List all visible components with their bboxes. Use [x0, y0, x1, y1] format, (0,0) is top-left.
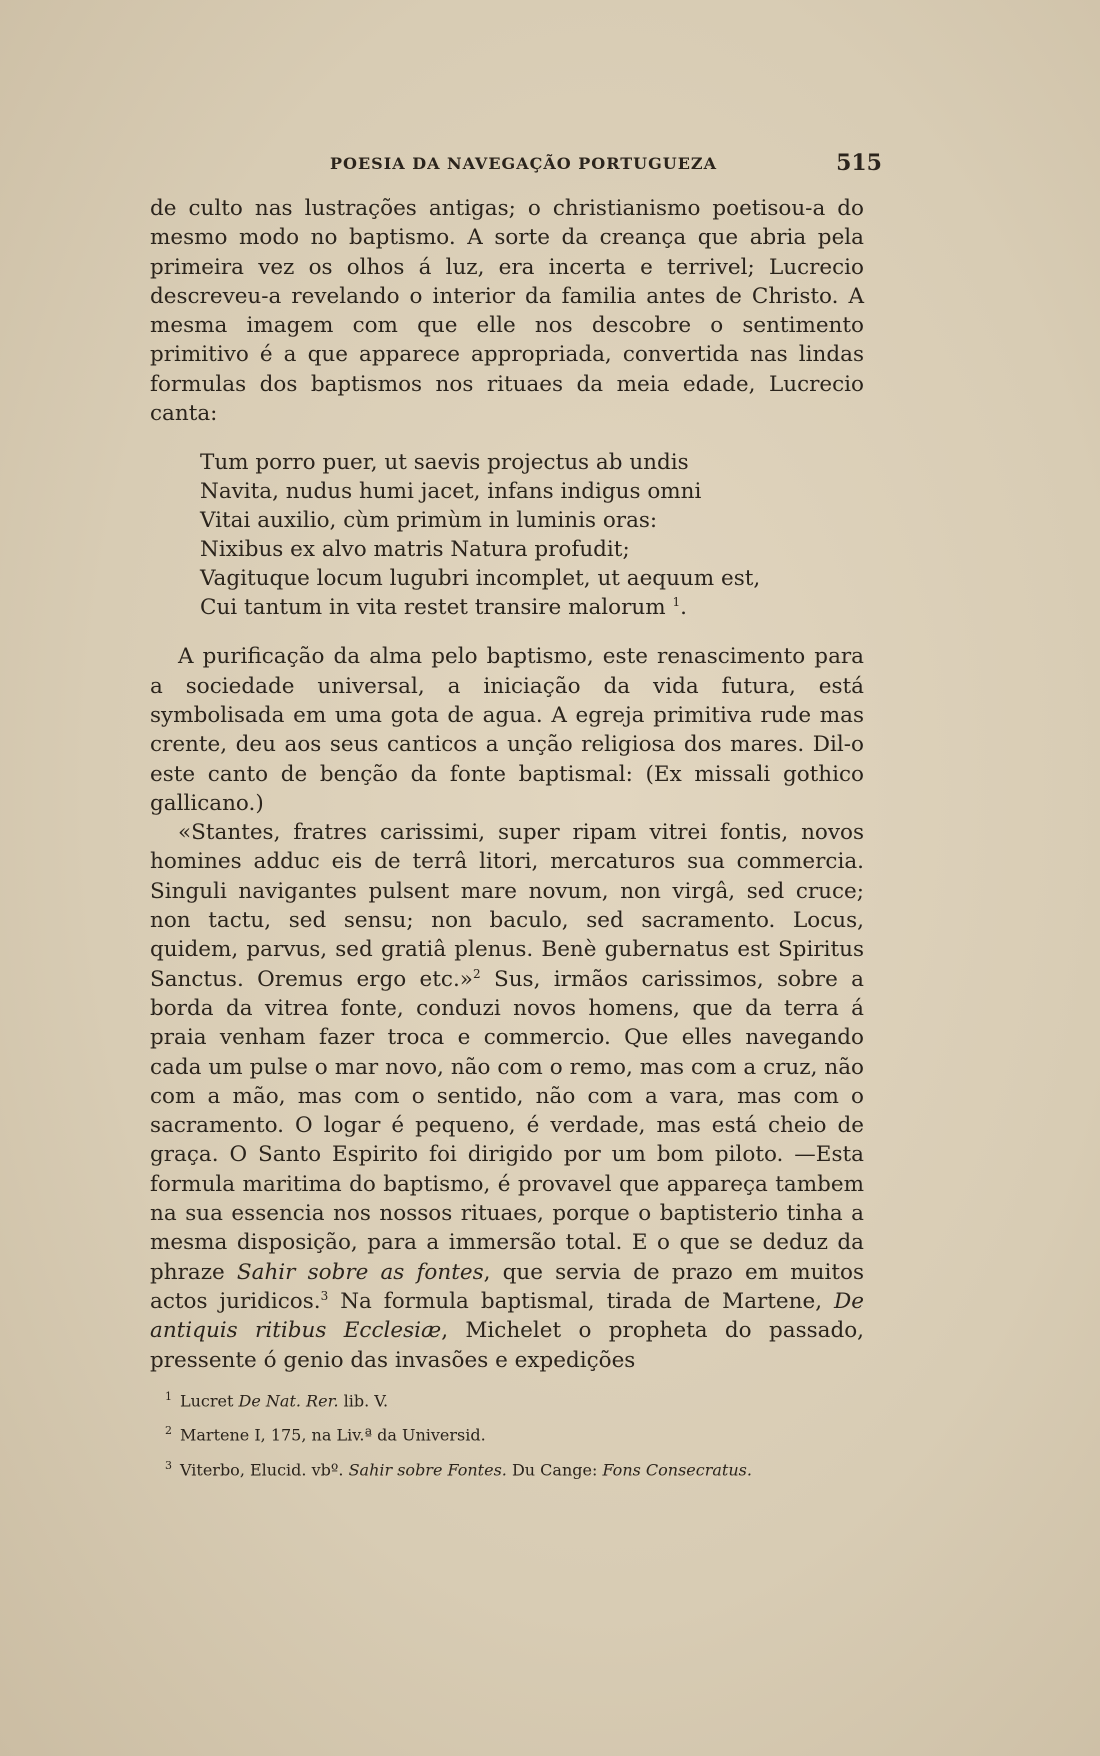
- verse-line-text: Cui tantum in vita restet transire malorum: [200, 595, 666, 621]
- paragraph-3-text: Sus, irmãos carissimos, sobre a borda da vitrea fonte, conduzi novos homens, que da terra á praia venham fazer troca e commercio. Que elles navegando cada um pulse o mar novo, não com o remo, mas com a cruz, não com a mão, mas com o sentido, não com a vara, mas com o sacramento. O logar é pequeno, é verdade, mas está cheio de graça. O Santo Espirito foi dirigido por um bom piloto. —Esta formula maritima do baptismo, é provavel que appareça tambem na sua essencia nos nossos rituaes, porque o baptisterio tinha a mesma disposição, para a immersão total. E o que se deduz da phraze: [150, 966, 864, 1285]
- footnote-3: [165, 1451, 865, 1485]
- latin-verse: [200, 448, 864, 622]
- paragraph-2: A purificação da alma pelo baptismo, este renascimento para a sociedade universal, a iniciação da vida futura, está symbolisada em uma gota de agua. A egreja primitiva rude mas crente, deu aos seus canticos a unção religiosa dos mares. Dil-o este canto de benção da fonte baptismal: (Ex missali gothico gallicano.): [150, 644, 864, 816]
- footnote-2: [165, 1416, 865, 1450]
- page-header: [150, 150, 890, 180]
- paragraph-1: de culto nas lustrações antigas; o christianismo poetisou-a do mesmo modo no baptismo. A sorte da creança que abria pela primeira vez os olhos á luz, era incerta e terrivel; Lucrecio descreveu-a revelando o interior da familia antes de Christo. A mesma imagem com que elle nos descobre o sentimento primitivo é a que apparece appropriada, convertida nas lindas formulas dos baptismos nos rituaes da meia edade, Lucrecio canta:: [150, 196, 864, 427]
- verse-line-last: Cui tantum in vita restet transire malorum $^1$.: [200, 595, 687, 621]
- verse-line: Vagituque locum lugubri incomplet, ut aequum est,: [200, 566, 761, 592]
- italic-phrase: Sahir sobre as fontes: [236, 1259, 484, 1285]
- page-number: 515: [836, 150, 882, 176]
- footnote-italic: Fons Consecratus.: [602, 1459, 752, 1479]
- footnote-ref: 1: [672, 595, 681, 610]
- running-title: POESIA DA NAVEGAÇÃO PORTUGUEZA: [330, 154, 718, 173]
- body-text: [150, 194, 864, 1375]
- footnote-mark: 3: [165, 1458, 172, 1472]
- verse-line: Nixibus ex alvo matris Natura profudit;: [200, 537, 630, 563]
- paragraph-3-text: , Michelet o propheta do passado, pressente ó genio das invasões e expedições: [150, 1318, 864, 1373]
- verse-line: Tum porro puer, ut saevis projectus ab undis: [200, 450, 689, 476]
- footnote-mark: 1: [165, 1390, 172, 1403]
- footnote-text: Du Cange:: [506, 1459, 603, 1479]
- paragraph-3: [150, 818, 864, 1375]
- paragraph-3-text: Na formula baptismal, tirada de Martene,: [328, 1288, 835, 1314]
- footnote-text: lib. V.: [338, 1391, 389, 1411]
- footnote-ref: 3: [320, 1288, 329, 1303]
- footnote-text: Martene I, 175, na Liv.ª da Universid.: [180, 1425, 486, 1445]
- paragraph-3-text: , que servia de prazo em muitos actos juridicos.: [150, 1259, 864, 1314]
- footnotes: [165, 1382, 865, 1485]
- verse-line: Vitai auxilio, cùm primùm in luminis oras:: [200, 508, 658, 534]
- footnote-italic: Sahir sobre Fontes.: [348, 1459, 507, 1479]
- italic-title: De antiquis ritibus Ecclesiæ: [150, 1288, 864, 1344]
- latin-quote: «Stantes, fratres carissimi, super ripam vitrei fontis, novos homines adduc eis de terrâ litori, mercaturos sua commercia. Singuli navigantes pulsent mare novum, non virgâ, sed cruce; non tactu, sed sensu; non baculo, sed sacramento. Locus, quidem, parvus, sed gratiâ plenus. Benè gubernatus est Spiritus Sanctus. Oremus ergo etc.»: [150, 820, 864, 992]
- footnote-text: Viterbo, Elucid. vbº.: [180, 1459, 349, 1479]
- footnote-italic: De Nat. Rer.: [238, 1391, 339, 1411]
- footnote-text: Lucret: [180, 1391, 239, 1411]
- footnote-ref: 2: [472, 966, 481, 981]
- footnote-mark: 2: [165, 1424, 172, 1438]
- footnote-1: [165, 1382, 865, 1416]
- verse-line: Navita, nudus humi jacet, infans indigus omni: [200, 479, 702, 505]
